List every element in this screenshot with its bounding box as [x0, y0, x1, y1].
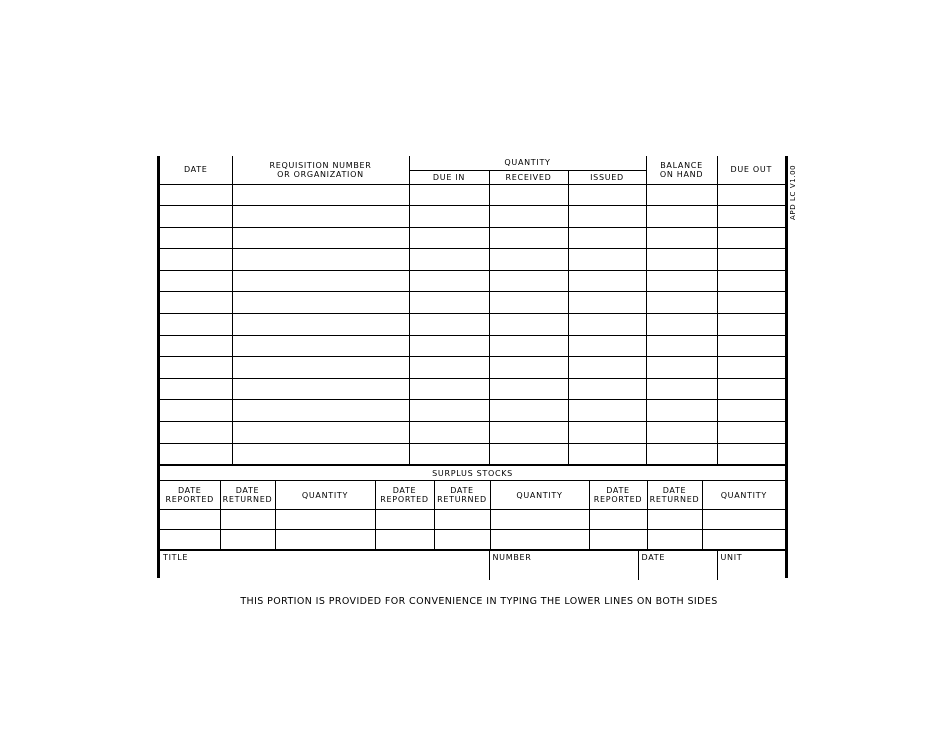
footer-fields — [160, 550, 785, 580]
balance-on-hand-cell[interactable] — [646, 422, 717, 444]
date-cell[interactable] — [160, 292, 232, 314]
table-row — [160, 314, 785, 336]
surplus-cell[interactable] — [275, 530, 375, 550]
table-row — [160, 422, 785, 444]
due-out-cell[interactable] — [717, 335, 785, 357]
balance-on-hand-cell[interactable] — [646, 227, 717, 249]
due-in-cell[interactable] — [409, 443, 489, 465]
header-balance-on-hand: BALANCE ON HAND — [646, 156, 717, 184]
surplus-cell[interactable] — [434, 510, 490, 530]
issued-cell[interactable] — [568, 184, 646, 206]
header-date-reported: DATE REPORTED — [375, 481, 434, 510]
surplus-cell[interactable] — [702, 530, 785, 550]
due-out-cell[interactable] — [717, 292, 785, 314]
surplus-cell[interactable] — [375, 530, 434, 550]
balance-on-hand-cell[interactable] — [646, 357, 717, 379]
received-cell[interactable] — [489, 314, 568, 336]
due-out-cell[interactable] — [717, 206, 785, 228]
due-out-cell[interactable] — [717, 400, 785, 422]
due-out-cell[interactable] — [717, 184, 785, 206]
table-row — [160, 357, 785, 379]
surplus-cell[interactable] — [275, 510, 375, 530]
requisition-cell[interactable] — [232, 206, 409, 228]
date-cell[interactable] — [160, 400, 232, 422]
due-in-cell[interactable] — [409, 206, 489, 228]
stock-record-table — [160, 156, 785, 465]
due-in-cell[interactable] — [409, 422, 489, 444]
header-date-reported: DATE REPORTED — [589, 481, 647, 510]
due-in-cell[interactable] — [409, 335, 489, 357]
table-row — [160, 335, 785, 357]
surplus-cell[interactable] — [490, 510, 589, 530]
balance-on-hand-cell[interactable] — [646, 335, 717, 357]
requisition-cell[interactable] — [232, 378, 409, 400]
table-row — [160, 249, 785, 271]
issued-cell[interactable] — [568, 292, 646, 314]
issued-cell[interactable] — [568, 335, 646, 357]
date-cell[interactable] — [160, 314, 232, 336]
issued-cell[interactable] — [568, 249, 646, 271]
received-cell[interactable] — [489, 249, 568, 271]
header-due-out: DUE OUT — [717, 156, 785, 184]
header-received: RECEIVED — [489, 170, 568, 184]
due-out-cell[interactable] — [717, 314, 785, 336]
table-row — [160, 227, 785, 249]
header-date-returned: DATE RETURNED — [220, 481, 275, 510]
due-out-cell[interactable] — [717, 249, 785, 271]
requisition-cell[interactable] — [232, 270, 409, 292]
due-in-cell[interactable] — [409, 314, 489, 336]
requisition-cell[interactable] — [232, 292, 409, 314]
surplus-cell[interactable] — [220, 510, 275, 530]
surplus-stocks-title: SURPLUS STOCKS — [160, 466, 785, 481]
received-cell[interactable] — [489, 378, 568, 400]
date-cell[interactable] — [160, 443, 232, 465]
issued-cell[interactable] — [568, 443, 646, 465]
table-row — [160, 184, 785, 206]
issued-cell[interactable] — [568, 357, 646, 379]
header-date: DATE — [160, 156, 232, 184]
requisition-cell[interactable] — [232, 422, 409, 444]
issued-cell[interactable] — [568, 270, 646, 292]
typing-note: THIS PORTION IS PROVIDED FOR CONVENIENCE IN TYPING THE LOWER LINES ON BOTH SIDES — [240, 596, 718, 607]
date-cell[interactable] — [160, 378, 232, 400]
due-out-cell[interactable] — [717, 443, 785, 465]
surplus-cell[interactable] — [490, 530, 589, 550]
surplus-stocks-table — [160, 465, 785, 550]
issued-cell[interactable] — [568, 422, 646, 444]
title-field[interactable]: TITLE — [160, 551, 489, 581]
balance-on-hand-cell[interactable] — [646, 378, 717, 400]
table-row — [160, 443, 785, 465]
balance-on-hand-cell[interactable] — [646, 270, 717, 292]
due-out-cell[interactable] — [717, 227, 785, 249]
header-issued: ISSUED — [568, 170, 646, 184]
date-cell[interactable] — [160, 270, 232, 292]
table-row — [160, 378, 785, 400]
unit-field[interactable]: UNIT — [717, 551, 785, 581]
header-surplus-quantity: QUANTITY — [490, 481, 589, 510]
stock-record-form — [157, 156, 788, 578]
date-field[interactable]: DATE — [638, 551, 717, 581]
surplus-cell[interactable] — [220, 530, 275, 550]
surplus-cell[interactable] — [647, 510, 702, 530]
header-due-in: DUE IN — [409, 170, 489, 184]
header-surplus-quantity: QUANTITY — [275, 481, 375, 510]
issued-cell[interactable] — [568, 400, 646, 422]
due-out-cell[interactable] — [717, 422, 785, 444]
requisition-cell[interactable] — [232, 357, 409, 379]
date-cell[interactable] — [160, 422, 232, 444]
surplus-cell[interactable] — [589, 530, 647, 550]
issued-cell[interactable] — [568, 206, 646, 228]
requisition-cell[interactable] — [232, 400, 409, 422]
requisition-cell[interactable] — [232, 249, 409, 271]
issued-cell[interactable] — [568, 378, 646, 400]
header-quantity: QUANTITY — [409, 156, 646, 170]
due-in-cell[interactable] — [409, 227, 489, 249]
balance-on-hand-cell[interactable] — [646, 184, 717, 206]
received-cell[interactable] — [489, 400, 568, 422]
received-cell[interactable] — [489, 335, 568, 357]
surplus-cell[interactable] — [434, 530, 490, 550]
table-row — [160, 270, 785, 292]
issued-cell[interactable] — [568, 314, 646, 336]
balance-on-hand-cell[interactable] — [646, 249, 717, 271]
due-in-cell[interactable] — [409, 270, 489, 292]
date-cell[interactable] — [160, 227, 232, 249]
balance-on-hand-cell[interactable] — [646, 314, 717, 336]
due-in-cell[interactable] — [409, 357, 489, 379]
date-cell[interactable] — [160, 335, 232, 357]
surplus-cell[interactable] — [647, 530, 702, 550]
number-field[interactable]: NUMBER — [489, 551, 638, 581]
due-out-cell[interactable] — [717, 270, 785, 292]
requisition-cell[interactable] — [232, 443, 409, 465]
requisition-cell[interactable] — [232, 227, 409, 249]
surplus-cell[interactable] — [589, 510, 647, 530]
balance-on-hand-cell[interactable] — [646, 206, 717, 228]
due-in-cell[interactable] — [409, 292, 489, 314]
due-in-cell[interactable] — [409, 249, 489, 271]
header-date-returned: DATE RETURNED — [647, 481, 702, 510]
date-cell[interactable] — [160, 206, 232, 228]
issued-cell[interactable] — [568, 227, 646, 249]
requisition-cell[interactable] — [232, 184, 409, 206]
due-out-cell[interactable] — [717, 378, 785, 400]
header-requisition: REQUISITION NUMBER OR ORGANIZATION — [232, 156, 409, 184]
header-date-reported: DATE REPORTED — [160, 481, 220, 510]
due-in-cell[interactable] — [409, 400, 489, 422]
date-cell[interactable] — [160, 184, 232, 206]
balance-on-hand-cell[interactable] — [646, 400, 717, 422]
received-cell[interactable] — [489, 443, 568, 465]
received-cell[interactable] — [489, 206, 568, 228]
requisition-cell[interactable] — [232, 314, 409, 336]
form-code: APD LC V1.00 — [789, 164, 797, 220]
table-row — [160, 400, 785, 422]
header-surplus-quantity: QUANTITY — [702, 481, 785, 510]
date-cell[interactable] — [160, 249, 232, 271]
balance-on-hand-cell[interactable] — [646, 443, 717, 465]
surplus-cell[interactable] — [375, 510, 434, 530]
requisition-cell[interactable] — [232, 335, 409, 357]
received-cell[interactable] — [489, 292, 568, 314]
surplus-cell[interactable] — [702, 510, 785, 530]
received-cell[interactable] — [489, 227, 568, 249]
header-date-returned: DATE RETURNED — [434, 481, 490, 510]
table-row — [160, 206, 785, 228]
received-cell[interactable] — [489, 422, 568, 444]
due-in-cell[interactable] — [409, 184, 489, 206]
surplus-cell[interactable] — [160, 510, 220, 530]
stock-record-rows — [160, 184, 785, 465]
date-cell[interactable] — [160, 357, 232, 379]
received-cell[interactable] — [489, 357, 568, 379]
table-row — [160, 292, 785, 314]
balance-on-hand-cell[interactable] — [646, 292, 717, 314]
due-out-cell[interactable] — [717, 357, 785, 379]
surplus-cell[interactable] — [160, 530, 220, 550]
received-cell[interactable] — [489, 270, 568, 292]
due-in-cell[interactable] — [409, 378, 489, 400]
received-cell[interactable] — [489, 184, 568, 206]
